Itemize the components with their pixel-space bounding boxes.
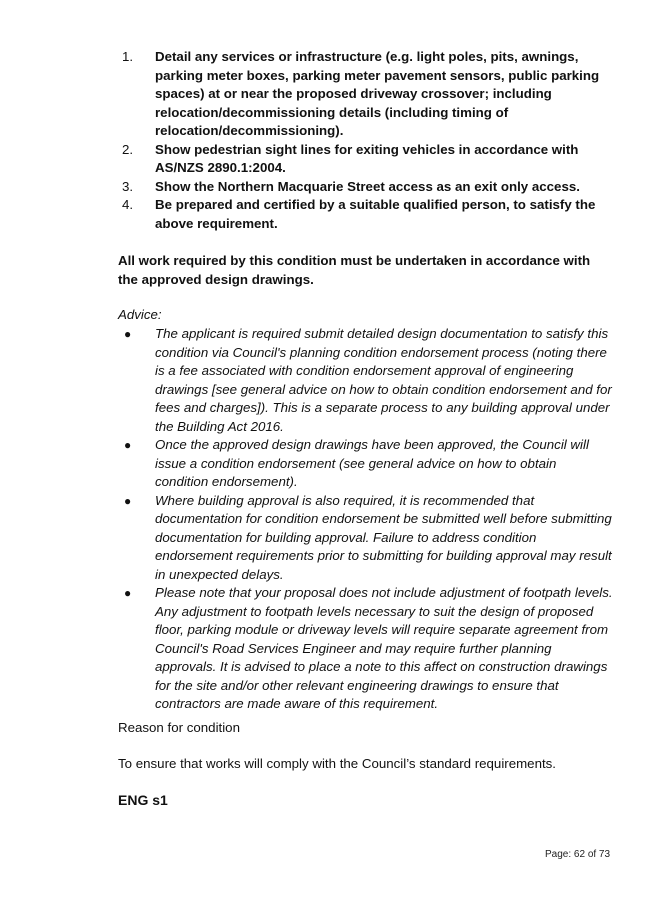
page-number: Page: 62 of 73 bbox=[545, 849, 611, 860]
advice-title: Advice: bbox=[118, 307, 162, 322]
bullet-icon: ● bbox=[124, 586, 132, 600]
advice-item-2 bbox=[118, 436, 613, 492]
list-number: 2. bbox=[122, 141, 134, 157]
requirement-item-3 bbox=[118, 178, 613, 197]
advice-bullet-list bbox=[118, 325, 613, 714]
list-number: 4. bbox=[122, 197, 134, 212]
requirement-text: Show the Northern Macquarie Street access as an exit only access. bbox=[155, 178, 580, 194]
list-number: 3. bbox=[122, 178, 134, 194]
requirements-numbered-list bbox=[118, 48, 613, 233]
bullet-icon: ● bbox=[124, 493, 132, 508]
requirement-text: Detail any services or infrastructure (e.g. light poles, pits, awnings, parking meter boxes, parking meter pavement sensors, public parking spaces) at or near the proposed driveway crossover; including relocation/decommissioning details (including timing of relocation/decommissioning). bbox=[155, 49, 600, 138]
reason-text: To ensure that works will comply with the Council’s standard requirements. bbox=[118, 756, 557, 771]
bullet-icon: ● bbox=[124, 438, 132, 452]
advice-item-3 bbox=[118, 492, 613, 585]
advice-text: Please note that your proposal does not include adjustment of footpath levels. Any adjustment to footpath levels necessary to suit the design of proposed floor, parking module or driveway levels will require separate agreement from Council's Road Services Engineer and may require further planning approvals. It is advised to place a note to this affect on construction drawings for the site and/or other relevant engineering drawings to ensure that contractors are made aware of this requirement. bbox=[155, 585, 613, 711]
advice-item-4 bbox=[118, 584, 613, 714]
requirement-text: Be prepared and certified by a suitable qualified person, to satisfy the above requirement. bbox=[155, 197, 596, 231]
advice-item-1 bbox=[118, 325, 613, 436]
requirement-item-1 bbox=[118, 48, 613, 141]
advice-text: Once the approved design drawings have been approved, the Council will issue a condition endorsement (see general advice on how to obtain condition endorsement). bbox=[155, 437, 589, 489]
requirement-text: Show pedestrian sight lines for exiting vehicles in accordance with AS/NZS 2890.1:2004. bbox=[155, 141, 579, 175]
condition-statement: All work required by this condition must be undertaken in accordance with the approved design drawings. bbox=[118, 253, 591, 287]
reason-heading: Reason for condition bbox=[118, 720, 240, 735]
section-code-heading: ENG s1 bbox=[118, 792, 168, 808]
list-number: 1. bbox=[122, 49, 134, 64]
advice-text: The applicant is required submit detailed design documentation to satisfy this condition via Council's planning condition endorsement process (noting there is a fee associated with condition endorsement approval of engineering drawings [see general advice on how to obtain condition endorsement and for fees and charges]). This is a separate process to any building approval under the Building Act 2016. bbox=[155, 326, 612, 434]
bullet-icon: ● bbox=[124, 327, 132, 341]
requirement-item-2 bbox=[118, 141, 613, 178]
requirement-item-4 bbox=[118, 196, 613, 233]
advice-text: Where building approval is also required, it is recommended that documentation for condition endorsement be submitted well before submitting documentation for building approval. Failure to address condition endorsement requirements prior to submitting for building approval may result in unexpected delays. bbox=[155, 492, 612, 582]
